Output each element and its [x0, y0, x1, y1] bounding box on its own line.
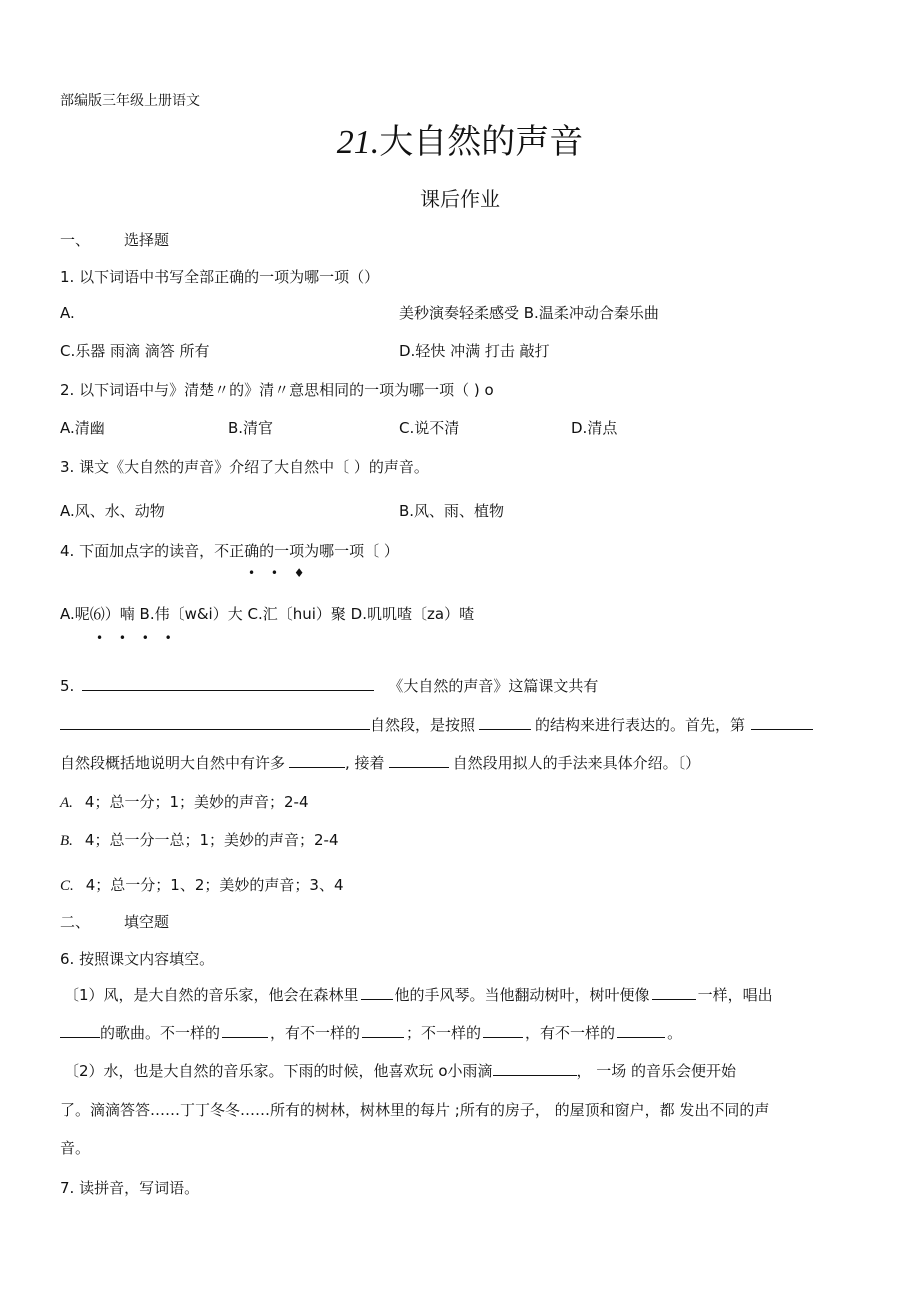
question-2-option-a: A.清幽	[60, 419, 105, 437]
question-5-text-2: 自然段，是按照	[370, 716, 476, 734]
blank[interactable]	[361, 985, 393, 1000]
question-5-line-3	[60, 753, 700, 773]
blank[interactable]	[479, 715, 531, 730]
fill-text: 他的手风琴。当他翻动树叶，树叶便像	[394, 986, 650, 1004]
question-4-options: A.呢⑹）喃 B.伟〔w&i）大 C.汇〔hui）聚 D.叽叽喳〔za）喳	[60, 605, 475, 623]
section-label: 填空题	[124, 913, 170, 931]
question-5-text-5: , 接着	[345, 754, 385, 772]
blank[interactable]	[60, 715, 370, 730]
fill-text: ，有不一样的	[270, 1024, 361, 1042]
section-heading-1	[60, 230, 169, 250]
option-label: C.	[60, 878, 74, 894]
blank[interactable]	[652, 985, 696, 1000]
blank[interactable]	[493, 1061, 577, 1076]
question-3-stem: 3. 课文《大自然的声音》介绍了大自然中〔 ）的声音。	[60, 458, 429, 476]
title-text: 大自然的声音	[379, 122, 584, 162]
fill-text: 的歌曲。不一样的	[100, 1024, 221, 1042]
fill-text: 一样，唱出	[697, 986, 773, 1004]
question-5-text-1: 《大自然的声音》这篇课文共有	[388, 677, 599, 695]
section-heading-2	[60, 912, 169, 932]
question-1-option-d: D.轻快 冲满 打击 敲打	[399, 342, 550, 360]
question-7-stem: 7. 读拼音，写词语。	[60, 1179, 200, 1197]
option-label: B.	[60, 833, 73, 849]
blank[interactable]	[362, 1023, 404, 1038]
emphasis-dots-top: • • ♦	[248, 566, 311, 580]
question-5-line-1	[60, 676, 598, 696]
question-5-option-a	[60, 792, 309, 813]
question-2-option-d: D.清点	[571, 419, 618, 437]
fill-text: 〔2）水，也是大自然的音乐家。下雨的时候，他喜欢玩 o小雨滴	[64, 1062, 493, 1080]
fill-text: ， 一场 的音乐会便开始	[576, 1062, 737, 1080]
fill-text: 。	[667, 1024, 683, 1042]
blank[interactable]	[617, 1023, 665, 1038]
question-1-option-a-label: A.	[60, 304, 75, 322]
question-5-text-4: 自然段概括地说明大自然中有许多	[60, 754, 286, 772]
blank[interactable]	[751, 715, 813, 730]
page-subtitle: 课后作业	[420, 187, 500, 211]
question-6-stem: 6. 按照课文内容填空。	[60, 950, 215, 968]
blank[interactable]	[60, 1023, 100, 1038]
blank[interactable]	[483, 1023, 523, 1038]
title-number: 21.	[336, 124, 380, 161]
question-6-p2-line-3: 音。	[60, 1139, 91, 1157]
question-6-p1-line-2	[60, 1023, 682, 1043]
doc-header: 部编版三年级上册语文	[60, 93, 200, 109]
question-2-option-b: B.清官	[228, 419, 274, 437]
option-text: 4；总一分；1；美妙的声音；2-4	[84, 793, 309, 811]
option-text: 4；总一分；1、2；美妙的声音；3、4	[85, 876, 344, 894]
question-2-option-c: C.说不清	[399, 419, 460, 437]
question-1-stem: 1. 以下词语中书写全部正确的一项为哪一项（）	[60, 268, 380, 286]
option-text: 4；总一分一总；1；美妙的声音；2-4	[84, 831, 339, 849]
question-5-text-6: 自然段用拟人的手法来具体介绍。〔）	[452, 754, 701, 772]
section-number: 二、	[60, 913, 91, 931]
question-6-p1-line-1	[64, 985, 773, 1005]
question-1-option-c: C.乐器 雨滴 滴答 所有	[60, 342, 210, 360]
section-label: 选择题	[124, 231, 170, 249]
blank[interactable]	[222, 1023, 268, 1038]
emphasis-dots-bottom: • • • •	[96, 631, 178, 645]
question-5-option-c	[60, 875, 344, 896]
question-6-p2-line-1	[64, 1061, 736, 1081]
blank[interactable]	[289, 753, 345, 768]
option-label: A.	[60, 795, 73, 811]
blank[interactable]	[389, 753, 449, 768]
question-3-option-a: A.风、水、动物	[60, 502, 165, 520]
question-5-line-2	[60, 715, 813, 735]
question-5-number: 5.	[60, 677, 75, 695]
question-1-option-ab: 美秒演奏轻柔感受 B.温柔冲动合秦乐曲	[399, 304, 659, 322]
question-6-p2-line-2: 了。滴滴答答……丁丁冬冬……所有的树林，树林里的每片 ;所有的房子， 的屋顶和窗户，都 发出不同的声	[60, 1101, 770, 1119]
fill-text: ；不一样的	[406, 1024, 482, 1042]
page-title	[0, 118, 920, 167]
fill-text: 〔1）风，是大自然的音乐家，他会在森林里	[64, 986, 359, 1004]
section-number: 一、	[60, 231, 91, 249]
fill-text: ，有不一样的	[525, 1024, 616, 1042]
question-3-option-b: B.风、雨、植物	[399, 502, 505, 520]
question-2-stem: 2. 以下词语中与》清楚〃的》清〃意思相同的一项为哪一项（ ) o	[60, 381, 494, 399]
question-4-stem: 4. 下面加点字的读音，不正确的一项为哪一项〔 ）	[60, 542, 399, 560]
blank[interactable]	[82, 676, 374, 691]
question-5-option-b	[60, 830, 339, 851]
question-5-text-3: 的结构来进行表达的。首先，第	[535, 716, 746, 734]
